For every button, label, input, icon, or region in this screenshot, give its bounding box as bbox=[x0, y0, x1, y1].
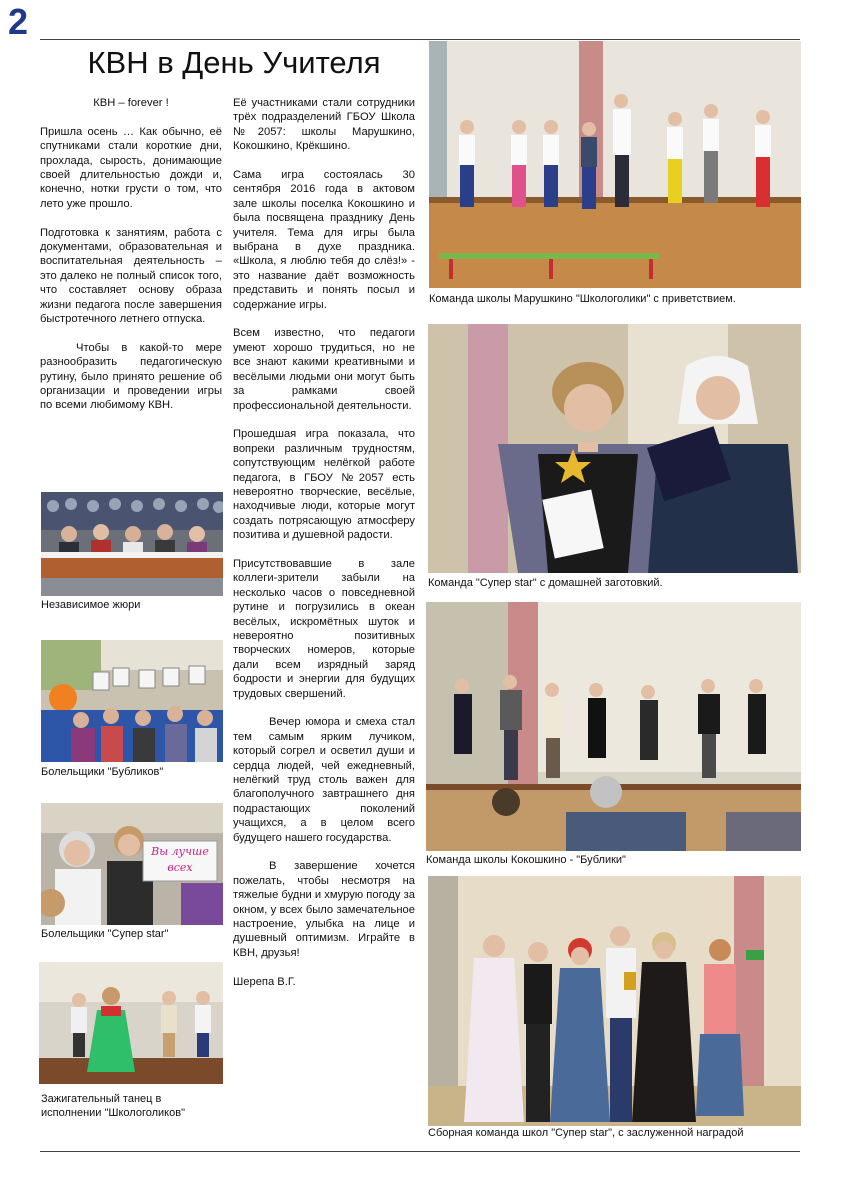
photo-caption: Команда школы Кокошкино - "Бублики" bbox=[426, 854, 626, 866]
photo-bubliki-fans bbox=[41, 640, 223, 762]
photo-kokoshkino-team bbox=[426, 602, 801, 851]
top-divider bbox=[40, 39, 800, 40]
photo-caption: Зажигательный танец в исполнении "Школоголиков" bbox=[41, 1093, 185, 1119]
article-subtitle: КВН – forever ! bbox=[93, 97, 169, 109]
paragraph: Подготовка к занятиям, работа с документами, образовательная и воспитательная деятельность – это далеко не полный список того, что составляет основу образа жизни педагога после завершения быстротечного летнего отпуска. bbox=[40, 226, 222, 326]
paragraph: Присутствовавшие в зале коллеги-зрители забыли на несколько часов о повседневной рутине и погрузились в океан весёлых, искромётных шуток и невероятно позитивных творческих номеров, которые дали всем изрядный заряд бодрости и энергии для будущих трудовых свершений. bbox=[233, 557, 415, 700]
paragraph: Всем известно, что педагоги умеют хорошо трудиться, но не все знают какими креативными и весёлыми людьми они могут быть за рамками своей профессиональной деятельности. bbox=[233, 327, 415, 412]
photo-dance bbox=[39, 962, 223, 1084]
photo-super-star-award bbox=[428, 876, 801, 1126]
photo-marushkino-team bbox=[429, 41, 801, 288]
photo-caption: Болельщики "Бубликов" bbox=[41, 766, 164, 778]
photo-jury bbox=[41, 492, 223, 596]
paragraph: Чтобы в какой-то мере разнообразить педагогическую рутину, было принято решение об организации и проведении игры по всеми любимому КВН. bbox=[40, 341, 222, 412]
photo-super-star-skit bbox=[428, 324, 801, 573]
sign-line-2: всех bbox=[167, 861, 193, 874]
sign-line-1: Вы лучше bbox=[151, 845, 209, 858]
article-column-1 bbox=[40, 96, 222, 427]
photo-caption: Болельщики "Супер star" bbox=[41, 928, 169, 940]
article-title: КВН в День Учителя bbox=[87, 45, 381, 80]
photo-super-star-fans bbox=[41, 803, 223, 925]
author-signature: Шерепа В.Г. bbox=[233, 975, 296, 988]
article-column-2 bbox=[233, 96, 415, 1003]
page-number: 2 bbox=[8, 1, 29, 42]
photo-caption: Сборная команда школ "Супер star", с заслуженной наградой bbox=[428, 1127, 744, 1139]
photo-caption: Команда школы Марушкино "Школоголики" с приветствием. bbox=[429, 293, 736, 305]
paragraph: Сама игра состоялась 30 сентября 2016 года в актовом зале школы поселка Кокошкино и была посвящена празднику День учителя. Тема для игры была выбрана в духе праздника. «Школа, я люблю тебя до слёз!» - это название даёт возможность представить и понять посыл и содержание игры. bbox=[233, 169, 415, 311]
paragraph: В завершение хочется пожелать, чтобы несмотря на тяжелые будни и хмурую погоду за окном, у всех было замечательное настроение, улыбка на лице и душевный оптимизм. Играйте в КВН, друзья! bbox=[233, 860, 415, 959]
photo-caption: Независимое жюри bbox=[41, 599, 141, 611]
paragraph: Её участниками стали сотрудники трёх подразделений ГБОУ Школа №2057: школы Марушкино, Кокошкино, Крёкшино. bbox=[233, 97, 415, 153]
paragraph: Пришла осень … Как обычно, её спутниками стали короткие дни, прохлада, сырость, донимающие своей длительностью дожди и, конечно, нотки грусти о том, что лето уже прошло. bbox=[40, 125, 222, 210]
photo-caption: Команда "Супер star" с домашней заготовкий. bbox=[428, 577, 663, 589]
paragraph: Прошедшая игра показала, что вопреки различным трудностям, сопутствующим нелёгкой работе педагога, в ГБОУ №2057 есть невероятно творческие, весёлые, находчивые люди, которые могут создать потрясающую атмосферу позитива и душевной радости. bbox=[233, 428, 415, 542]
paragraph: Вечер юмора и смеха стал тем самым ярким лучиком, который согрел и осветил души и сердца людей, чей ежедневный, нелёгкий труд столь важен для благополучного завтрашнего дня подрастающих поколений учащихся, а в целом всего будущего нашего государства. bbox=[233, 716, 415, 844]
bottom-divider bbox=[40, 1151, 800, 1152]
